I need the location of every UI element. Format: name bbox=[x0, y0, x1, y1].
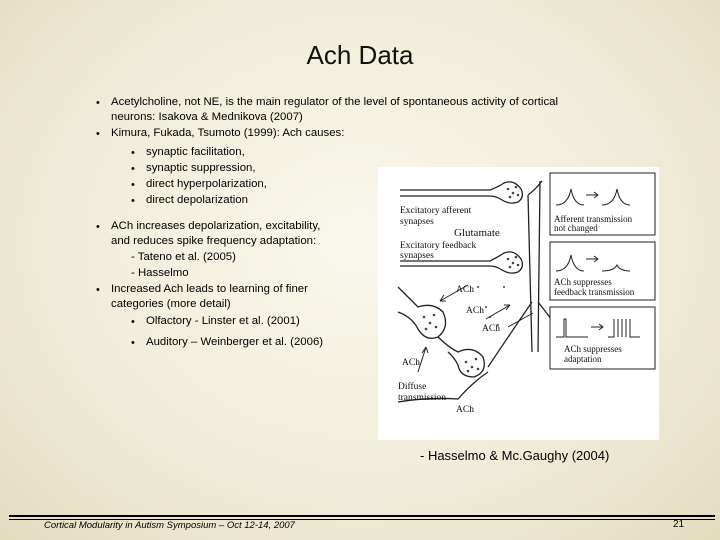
bullet-marker: • bbox=[96, 128, 100, 140]
sub-bullet-text: Auditory – Weinberger et al. (2006) bbox=[146, 336, 324, 348]
box3-line1: ACh suppresses bbox=[564, 344, 622, 354]
bullet-text: categories (more detail) bbox=[111, 298, 231, 310]
label-glutamate: Glutamate bbox=[454, 227, 500, 239]
box1-line1: Afferent transmission bbox=[554, 214, 633, 224]
bullet-text: Kimura, Fukada, Tsumoto (1999): Ach causes: bbox=[111, 127, 345, 139]
bullet-marker: • bbox=[96, 221, 100, 233]
bullet-marker: • bbox=[131, 316, 135, 328]
figure-caption: - Hasselmo & Mc.Gaughy (2004) bbox=[420, 448, 610, 463]
diffuse-axon-1 bbox=[398, 287, 446, 338]
box1-line2: not changed bbox=[554, 223, 598, 233]
dendrite bbox=[528, 181, 542, 352]
bullet-text: ACh increases depolarization, excitability, bbox=[111, 220, 321, 232]
label-diffuse: Diffuse bbox=[398, 382, 427, 392]
box3-line2: adaptation bbox=[564, 354, 602, 364]
reference-text: - Hasselmo bbox=[131, 267, 189, 279]
label-ach-2: ACh bbox=[466, 306, 484, 316]
label-ach-5: ACh bbox=[456, 405, 474, 415]
page-number: 21 bbox=[673, 519, 685, 530]
bullet-marker: • bbox=[131, 163, 135, 175]
diffuse-axon-2 bbox=[438, 337, 484, 377]
sub-bullet-text: Olfactory - Linster et al. (2001) bbox=[146, 315, 300, 327]
bullet-text: Acetylcholine, not NE, is the main regulator of the level of spontaneous activity of cortical bbox=[111, 96, 558, 108]
slide-title: Ach Data bbox=[306, 40, 414, 70]
label-excitatory-feedback: Excitatory feedback bbox=[400, 241, 477, 251]
sub-bullet-text: synaptic suppression, bbox=[146, 162, 256, 174]
afferent-axon-1 bbox=[400, 182, 522, 203]
bullet-marker: • bbox=[131, 195, 135, 207]
bullet-text: Increased Ach leads to learning of finer bbox=[111, 283, 308, 295]
label-ach-1: ACh bbox=[456, 285, 474, 295]
label-excitatory-afferent: Excitatory afferent bbox=[400, 206, 472, 216]
box2-line2: feedback transmission bbox=[554, 287, 635, 297]
label-excitatory-feedback-2: synapses bbox=[400, 251, 434, 261]
label-ach-4: ACh bbox=[402, 358, 420, 368]
sub-bullet-text: direct depolarization bbox=[146, 194, 248, 206]
box2-line1: ACh suppresses bbox=[554, 277, 612, 287]
reference-text: - Tateno et al. (2005) bbox=[131, 251, 236, 263]
sub-bullet-text: synaptic facilitation, bbox=[146, 146, 245, 158]
sub-bullet-text: direct hyperpolarization, bbox=[146, 178, 267, 190]
label-excitatory-afferent-2: synapses bbox=[400, 217, 434, 227]
bullet-marker: • bbox=[131, 147, 135, 159]
bullet-marker: • bbox=[131, 337, 135, 349]
bullet-marker: • bbox=[96, 284, 100, 296]
neuron-diagram-figure bbox=[378, 167, 659, 440]
bullet-text: neurons: Isakova & Mednikova (2007) bbox=[111, 111, 303, 123]
footer-text: Cortical Modularity in Autism Symposium – Oct 12-14, 2007 bbox=[44, 520, 295, 531]
bullet-text: and reduces spike frequency adaptation: bbox=[111, 235, 317, 247]
neuron-diagram bbox=[378, 167, 659, 440]
bullet-marker: • bbox=[131, 179, 135, 191]
footer-rule bbox=[9, 515, 715, 517]
bullet-marker: • bbox=[96, 97, 100, 109]
label-ach-3: ACh bbox=[482, 324, 500, 334]
label-transmission: transmission bbox=[398, 393, 447, 403]
